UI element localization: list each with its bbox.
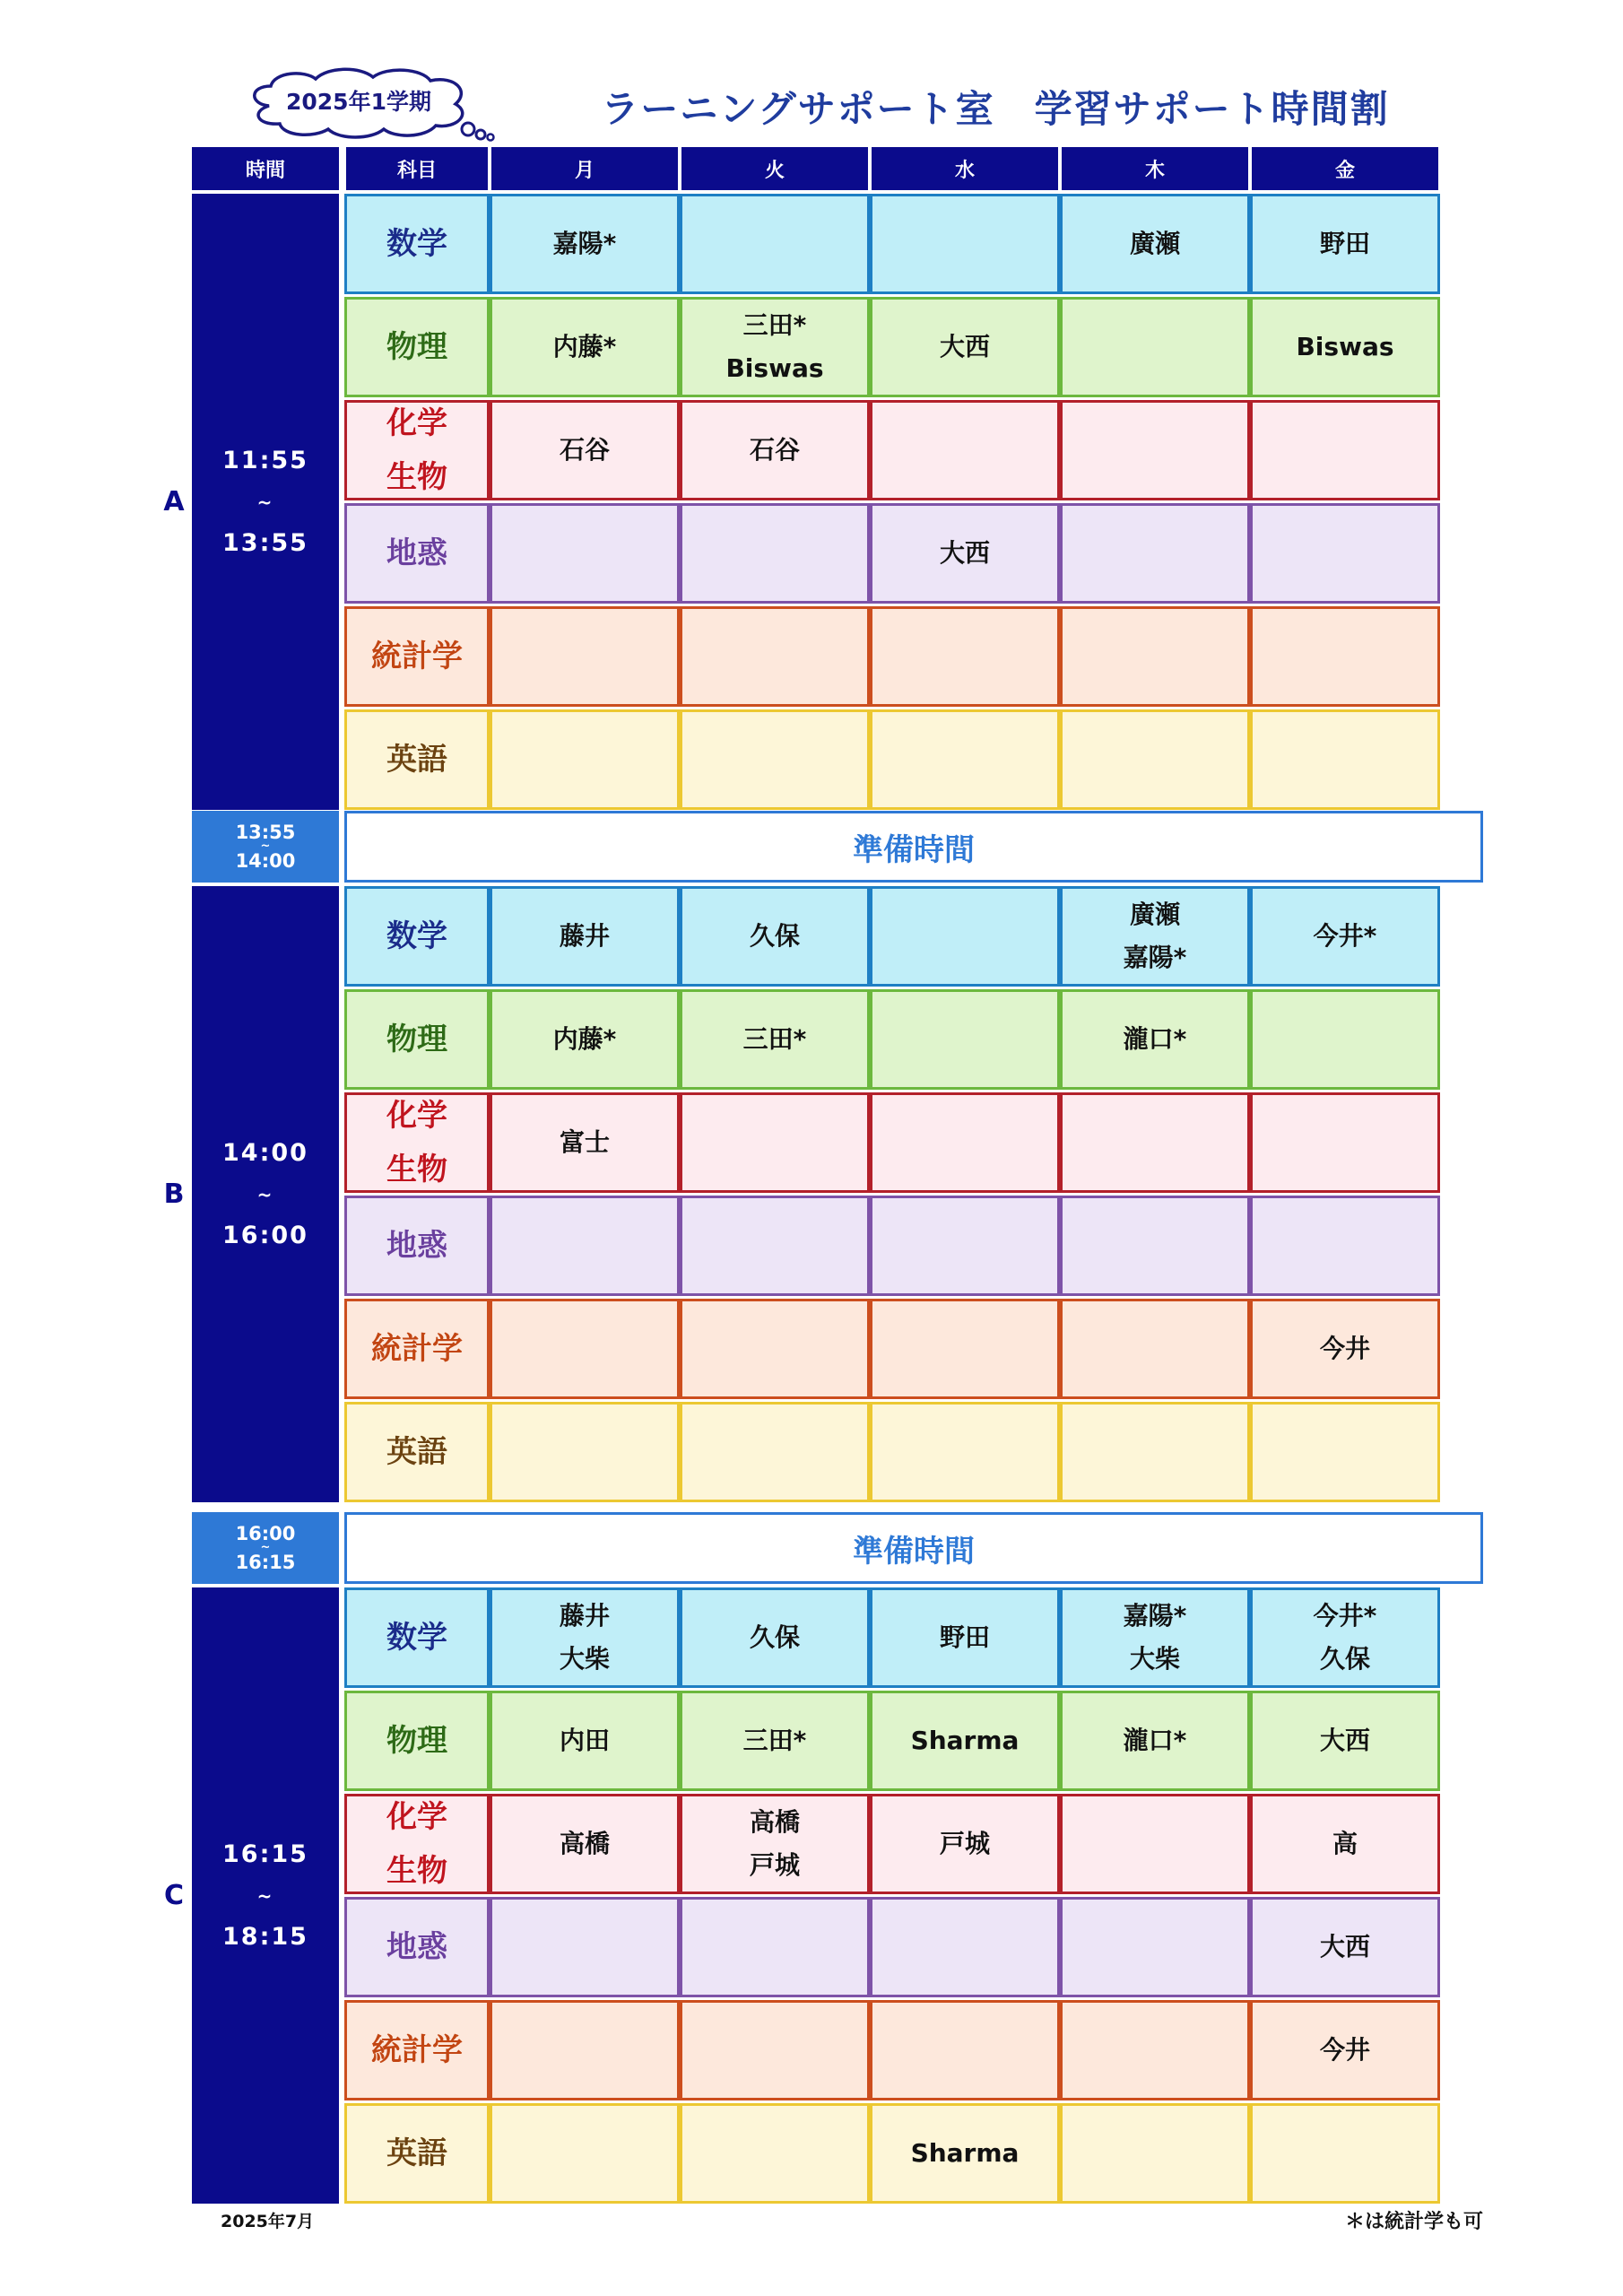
subject-name: 化学 [386,1098,447,1134]
schedule-cell-wed [870,989,1060,1090]
schedule-cell-wed [870,297,1060,397]
subject-cell [344,1196,490,1296]
schedule-cell-wed [870,503,1060,604]
schedule-cell-tue [680,400,870,500]
schedule-cell-mon [490,400,680,500]
schedule-cell-thu [1060,989,1250,1090]
subject-row [344,989,1483,1090]
footnote: ＊は統計学も可 [1344,2211,1483,2233]
tutor-name: 久保 [1319,1644,1370,1674]
schedule-cell-wed [870,1897,1060,1997]
schedule-cell-fri [1250,2000,1440,2100]
tutor-name: 大西 [1319,1932,1370,1961]
subject-row [344,709,1483,810]
subject-name: 英語 [386,1434,447,1470]
break-end-time: 16:15 [235,1552,296,1573]
tutor-name: 藤井 [559,921,610,951]
tutor-name: 大柴 [1129,1644,1180,1674]
schedule-cell-thu [1060,503,1250,604]
schedule-cell-fri [1250,1794,1440,1894]
schedule-cell-fri [1250,606,1440,707]
subject-name: 統計学 [371,639,463,674]
subject-row [344,606,1483,707]
period-label: A [163,485,185,517]
schedule-cell-tue [680,1587,870,1688]
schedule-cell-thu [1060,400,1250,500]
page-title: ラーニングサポート室 学習サポート時間割 [601,87,1390,131]
term-label: 2025年1学期 [286,89,431,115]
subject-cell [344,2000,490,2100]
break-time-block [192,1512,339,1584]
period-start-time: 16:15 [222,1839,308,1868]
schedule-cell-thu [1060,1299,1250,1399]
schedule-cell-fri [1250,503,1440,604]
schedule-cell-mon [490,606,680,707]
subject-cell [344,2103,490,2204]
tilde-separator: ~ [256,1884,274,1907]
header-day-thu: 木 [1062,147,1248,190]
subject-cell [344,194,490,294]
schedule-cell-tue [680,194,870,294]
tutor-name: Sharma [910,2138,1020,2168]
subject-name: 地惑 [386,1929,447,1965]
schedule-cell-tue [680,709,870,810]
schedule-cell-tue [680,1196,870,1296]
schedule-cell-thu [1060,2103,1250,2204]
schedule-cell-tue [680,606,870,707]
tilde-separator: ~ [260,839,271,853]
schedule-cell-fri [1250,194,1440,294]
subject-row [344,1402,1483,1502]
subject-row [344,2000,1483,2100]
schedule-cell-fri [1250,1691,1440,1791]
tutor-name: 嘉陽* [1123,943,1187,972]
subject-name: 英語 [386,2135,447,2171]
subject-cell [344,1299,490,1399]
break-start-time: 13:55 [235,822,296,843]
tutor-name: 内田 [559,1726,610,1755]
schedule-cell-mon [490,1897,680,1997]
schedule-cell-tue [680,1897,870,1997]
subject-cell [344,606,490,707]
header-time: 時間 [192,147,339,190]
schedule-cell-thu [1060,2000,1250,2100]
schedule-cell-fri [1250,709,1440,810]
schedule-cell-thu [1060,1196,1250,1296]
subject-name: 化学 [386,1799,447,1835]
schedule-cell-wed [870,709,1060,810]
period-end-time: 18:15 [222,1922,308,1951]
tutor-name: 石谷 [749,435,800,465]
schedule-cell-wed [870,2000,1060,2100]
schedule-cell-fri [1250,1897,1440,1997]
schedule-cell-tue [680,886,870,987]
subject-name: 地惑 [386,535,447,571]
issue-date: 2025年7月 [221,2212,315,2231]
term-badge [242,63,493,138]
header-day-tue: 火 [681,147,868,190]
tutor-name: 高橋 [559,1829,610,1858]
tutor-name: 高橋 [749,1807,800,1837]
schedule-cell-mon [490,1092,680,1193]
schedule-cell-tue [680,297,870,397]
subject-cell [344,1897,490,1997]
schedule-cell-wed [870,2103,1060,2204]
schedule-cell-fri [1250,1196,1440,1296]
tutor-name: 大西 [1319,1726,1370,1755]
schedule-cell-tue [680,1402,870,1502]
schedule-cell-tue [680,2000,870,2100]
tutor-name: 瀧口* [1123,1726,1187,1755]
tutor-name: Biswas [725,353,824,383]
schedule-cell-mon [490,886,680,987]
subject-row [344,1196,1483,1296]
period-time-block [192,886,339,1502]
schedule-cell-thu [1060,297,1250,397]
schedule-cell-thu [1060,1402,1250,1502]
tutor-name: 久保 [749,1622,800,1652]
subject-row [344,503,1483,604]
schedule-cell-thu [1060,1897,1250,1997]
subject-row [344,297,1483,397]
tutor-name: Biswas [1296,332,1394,361]
schedule-cell-fri [1250,989,1440,1090]
schedule-cell-mon [490,1691,680,1791]
tilde-separator: ~ [256,1183,274,1205]
break-label: 準備時間 [344,811,1483,883]
subject-name: 生物 [386,1853,447,1889]
subject-row [344,2103,1483,2204]
tutor-name: 高 [1332,1829,1358,1858]
schedule-cell-tue [680,989,870,1090]
schedule-cell-fri [1250,1299,1440,1399]
schedule-cell-wed [870,400,1060,500]
subject-cell [344,297,490,397]
break-time-block [192,811,339,883]
subject-cell [344,886,490,987]
header-day-fri: 金 [1252,147,1438,190]
subject-name: 物理 [386,329,447,365]
tutor-name: 廣瀬 [1129,229,1180,258]
tutor-name: 今井 [1319,2035,1370,2065]
schedule-cell-wed [870,1092,1060,1193]
subject-cell [344,1587,490,1688]
tutor-name: 野田 [939,1622,990,1652]
schedule-cell-thu [1060,886,1250,987]
schedule-cell-thu [1060,1794,1250,1894]
subject-row [344,1691,1483,1791]
tutor-name: 今井* [1313,921,1377,951]
subject-name: 生物 [386,1152,447,1187]
tutor-name: 内藤* [552,332,617,361]
schedule-cell-wed [870,606,1060,707]
subject-row [344,1299,1483,1399]
subject-row [344,1794,1483,1894]
schedule-cell-mon [490,194,680,294]
period-label: C [163,1879,185,1911]
schedule-cell-mon [490,1794,680,1894]
schedule-cell-tue [680,2103,870,2204]
tutor-name: 戸城 [749,1850,800,1880]
schedule-cell-wed [870,1691,1060,1791]
schedule-cell-tue [680,1794,870,1894]
period-end-time: 16:00 [222,1221,308,1249]
schedule-cell-fri [1250,297,1440,397]
tutor-name: 藤井 [559,1601,610,1631]
tutor-name: 久保 [749,921,800,951]
schedule-cell-tue [680,1691,870,1791]
schedule-cell-wed [870,1196,1060,1296]
subject-cell [344,709,490,810]
subject-name: 化学 [386,405,447,441]
period-time-block [192,194,339,810]
period-start-time: 11:55 [222,446,308,474]
tutor-name: Sharma [910,1726,1020,1755]
tutor-name: 内藤* [552,1024,617,1054]
break-label: 準備時間 [344,1512,1483,1584]
break-end-time: 14:00 [235,850,296,872]
tutor-name: 嘉陽* [552,229,617,258]
schedule-cell-mon [490,2000,680,2100]
period-time-block [192,1587,339,2204]
schedule-cell-thu [1060,709,1250,810]
subject-cell [344,989,490,1090]
schedule-cell-tue [680,1092,870,1193]
subject-name: 統計学 [371,2032,463,2068]
schedule-cell-fri [1250,1587,1440,1688]
schedule-cell-mon [490,709,680,810]
subject-name: 物理 [386,1723,447,1759]
tutor-name: 瀧口* [1123,1024,1187,1054]
tilde-separator: ~ [256,491,274,513]
subject-name: 生物 [386,459,447,495]
schedule-cell-mon [490,503,680,604]
schedule-cell-thu [1060,606,1250,707]
subject-row [344,1587,1483,1688]
tutor-name: 今井* [1313,1601,1377,1631]
subject-name: 英語 [386,742,447,778]
tutor-name: 大西 [939,538,990,568]
subject-name: 数学 [386,226,447,262]
break-start-time: 16:00 [235,1523,296,1544]
tutor-name: 大西 [939,332,990,361]
subject-name: 物理 [386,1022,447,1057]
subject-row [344,886,1483,987]
subject-cell [344,1691,490,1791]
schedule-cell-wed [870,1402,1060,1502]
period-label: B [163,1178,185,1210]
tutor-name: 三田* [742,310,807,340]
schedule-cell-fri [1250,1402,1440,1502]
schedule-cell-mon [490,989,680,1090]
subject-name: 数学 [386,1620,447,1656]
tutor-name: 嘉陽* [1123,1601,1187,1631]
subject-cell [344,1092,490,1193]
schedule-cell-mon [490,1299,680,1399]
schedule-cell-thu [1060,1092,1250,1193]
tutor-name: 廣瀬 [1129,900,1180,929]
header-subject: 科目 [346,147,488,190]
tutor-name: 富士 [559,1127,610,1157]
subject-row [344,400,1483,500]
header-day-wed: 水 [872,147,1058,190]
schedule-cell-wed [870,886,1060,987]
schedule-cell-fri [1250,886,1440,987]
subject-cell [344,400,490,500]
schedule-cell-mon [490,2103,680,2204]
tutor-name: 三田* [742,1024,807,1054]
schedule-cell-wed [870,1794,1060,1894]
subject-row [344,194,1483,294]
tutor-name: 戸城 [939,1829,990,1858]
subject-cell [344,503,490,604]
schedule-cell-mon [490,1402,680,1502]
schedule-cell-fri [1250,400,1440,500]
subject-cell [344,1794,490,1894]
schedule-cell-fri [1250,1092,1440,1193]
subject-name: 統計学 [371,1331,463,1367]
schedule-cell-fri [1250,2103,1440,2204]
tutor-name: 三田* [742,1726,807,1755]
subject-row [344,1897,1483,1997]
period-start-time: 14:00 [222,1138,308,1167]
schedule-cell-mon [490,297,680,397]
schedule-cell-thu [1060,194,1250,294]
schedule-cell-wed [870,1299,1060,1399]
schedule-cell-tue [680,503,870,604]
tutor-name: 野田 [1319,229,1370,258]
schedule-cell-mon [490,1196,680,1296]
schedule-cell-tue [680,1299,870,1399]
subject-name: 数学 [386,918,447,954]
period-end-time: 13:55 [222,528,308,557]
tilde-separator: ~ [260,1541,271,1554]
tutor-name: 今井 [1319,1334,1370,1363]
subject-name: 地惑 [386,1228,447,1264]
tutor-name: 大柴 [559,1644,610,1674]
tutor-name: 石谷 [559,435,610,465]
subject-cell [344,1402,490,1502]
schedule-cell-wed [870,1587,1060,1688]
subject-row [344,1092,1483,1193]
header-day-mon: 月 [491,147,678,190]
schedule-cell-wed [870,194,1060,294]
schedule-cell-thu [1060,1691,1250,1791]
schedule-cell-mon [490,1587,680,1688]
schedule-cell-thu [1060,1587,1250,1688]
